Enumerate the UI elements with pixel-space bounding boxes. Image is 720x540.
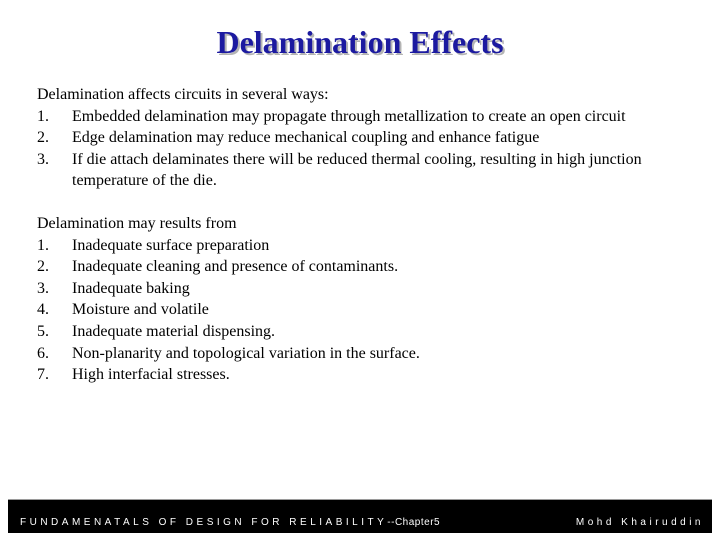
list-item-number: 4. xyxy=(37,301,49,319)
footer-author: Mohd Khairuddin xyxy=(575,517,704,528)
list-item-text: High interfacial stresses. xyxy=(72,366,230,384)
list-item-text: Moisture and volatile xyxy=(72,301,209,319)
footer-course-name: FUNDAMENATALS OF DESIGN FOR RELIABILITY xyxy=(20,517,388,528)
list-item-number: 3. xyxy=(37,279,49,297)
list-item-number: 2. xyxy=(37,129,49,147)
section-spacer xyxy=(37,192,677,213)
list-item-text: Embedded delamination may propagate through metallization to create an open circuit xyxy=(72,107,626,125)
list-item-number: 1. xyxy=(37,236,49,254)
list-item-text: Inadequate material dispensing. xyxy=(72,322,276,340)
footer-bar xyxy=(8,499,712,533)
list-item xyxy=(37,364,677,386)
slide-body xyxy=(37,84,677,386)
list-item-text: Inadequate surface preparation xyxy=(72,236,270,254)
slide-title: Delamination Effects xyxy=(216,24,504,60)
list-item xyxy=(37,278,677,300)
list-item xyxy=(37,321,677,343)
list-item-text: Inadequate baking xyxy=(72,279,190,297)
list-item-number: 6. xyxy=(37,344,49,362)
list-item-text: Inadequate cleaning and presence of contaminants. xyxy=(72,258,399,276)
footer-course-title xyxy=(20,517,440,528)
list-item-number: 1. xyxy=(37,107,49,125)
footer-chapter: --Chapter5 xyxy=(387,517,441,528)
list-item xyxy=(37,256,677,278)
list-item xyxy=(37,127,677,149)
list-item-text: Edge delamination may reduce mechanical coupling and enhance fatigue xyxy=(72,129,540,147)
list-item xyxy=(37,343,677,365)
list-item-text: If die attach delaminates there will be reduced thermal cooling, resulting in high junction temperature of the die. xyxy=(72,150,642,190)
list-item xyxy=(37,106,677,128)
list-item-number: 5. xyxy=(37,322,49,340)
section1-intro: Delamination affects circuits in several ways: xyxy=(37,86,329,103)
list-item xyxy=(37,299,677,321)
list-item-number: 3. xyxy=(37,150,49,168)
section2-list xyxy=(37,235,677,386)
section2-intro: Delamination may results from xyxy=(37,214,237,232)
list-item xyxy=(37,149,677,192)
list-item-number: 7. xyxy=(37,366,49,384)
section1-list xyxy=(37,106,677,192)
list-item-number: 2. xyxy=(37,258,49,276)
list-item-text: Non-planarity and topological variation in the surface. xyxy=(72,344,420,362)
list-item xyxy=(37,235,677,257)
